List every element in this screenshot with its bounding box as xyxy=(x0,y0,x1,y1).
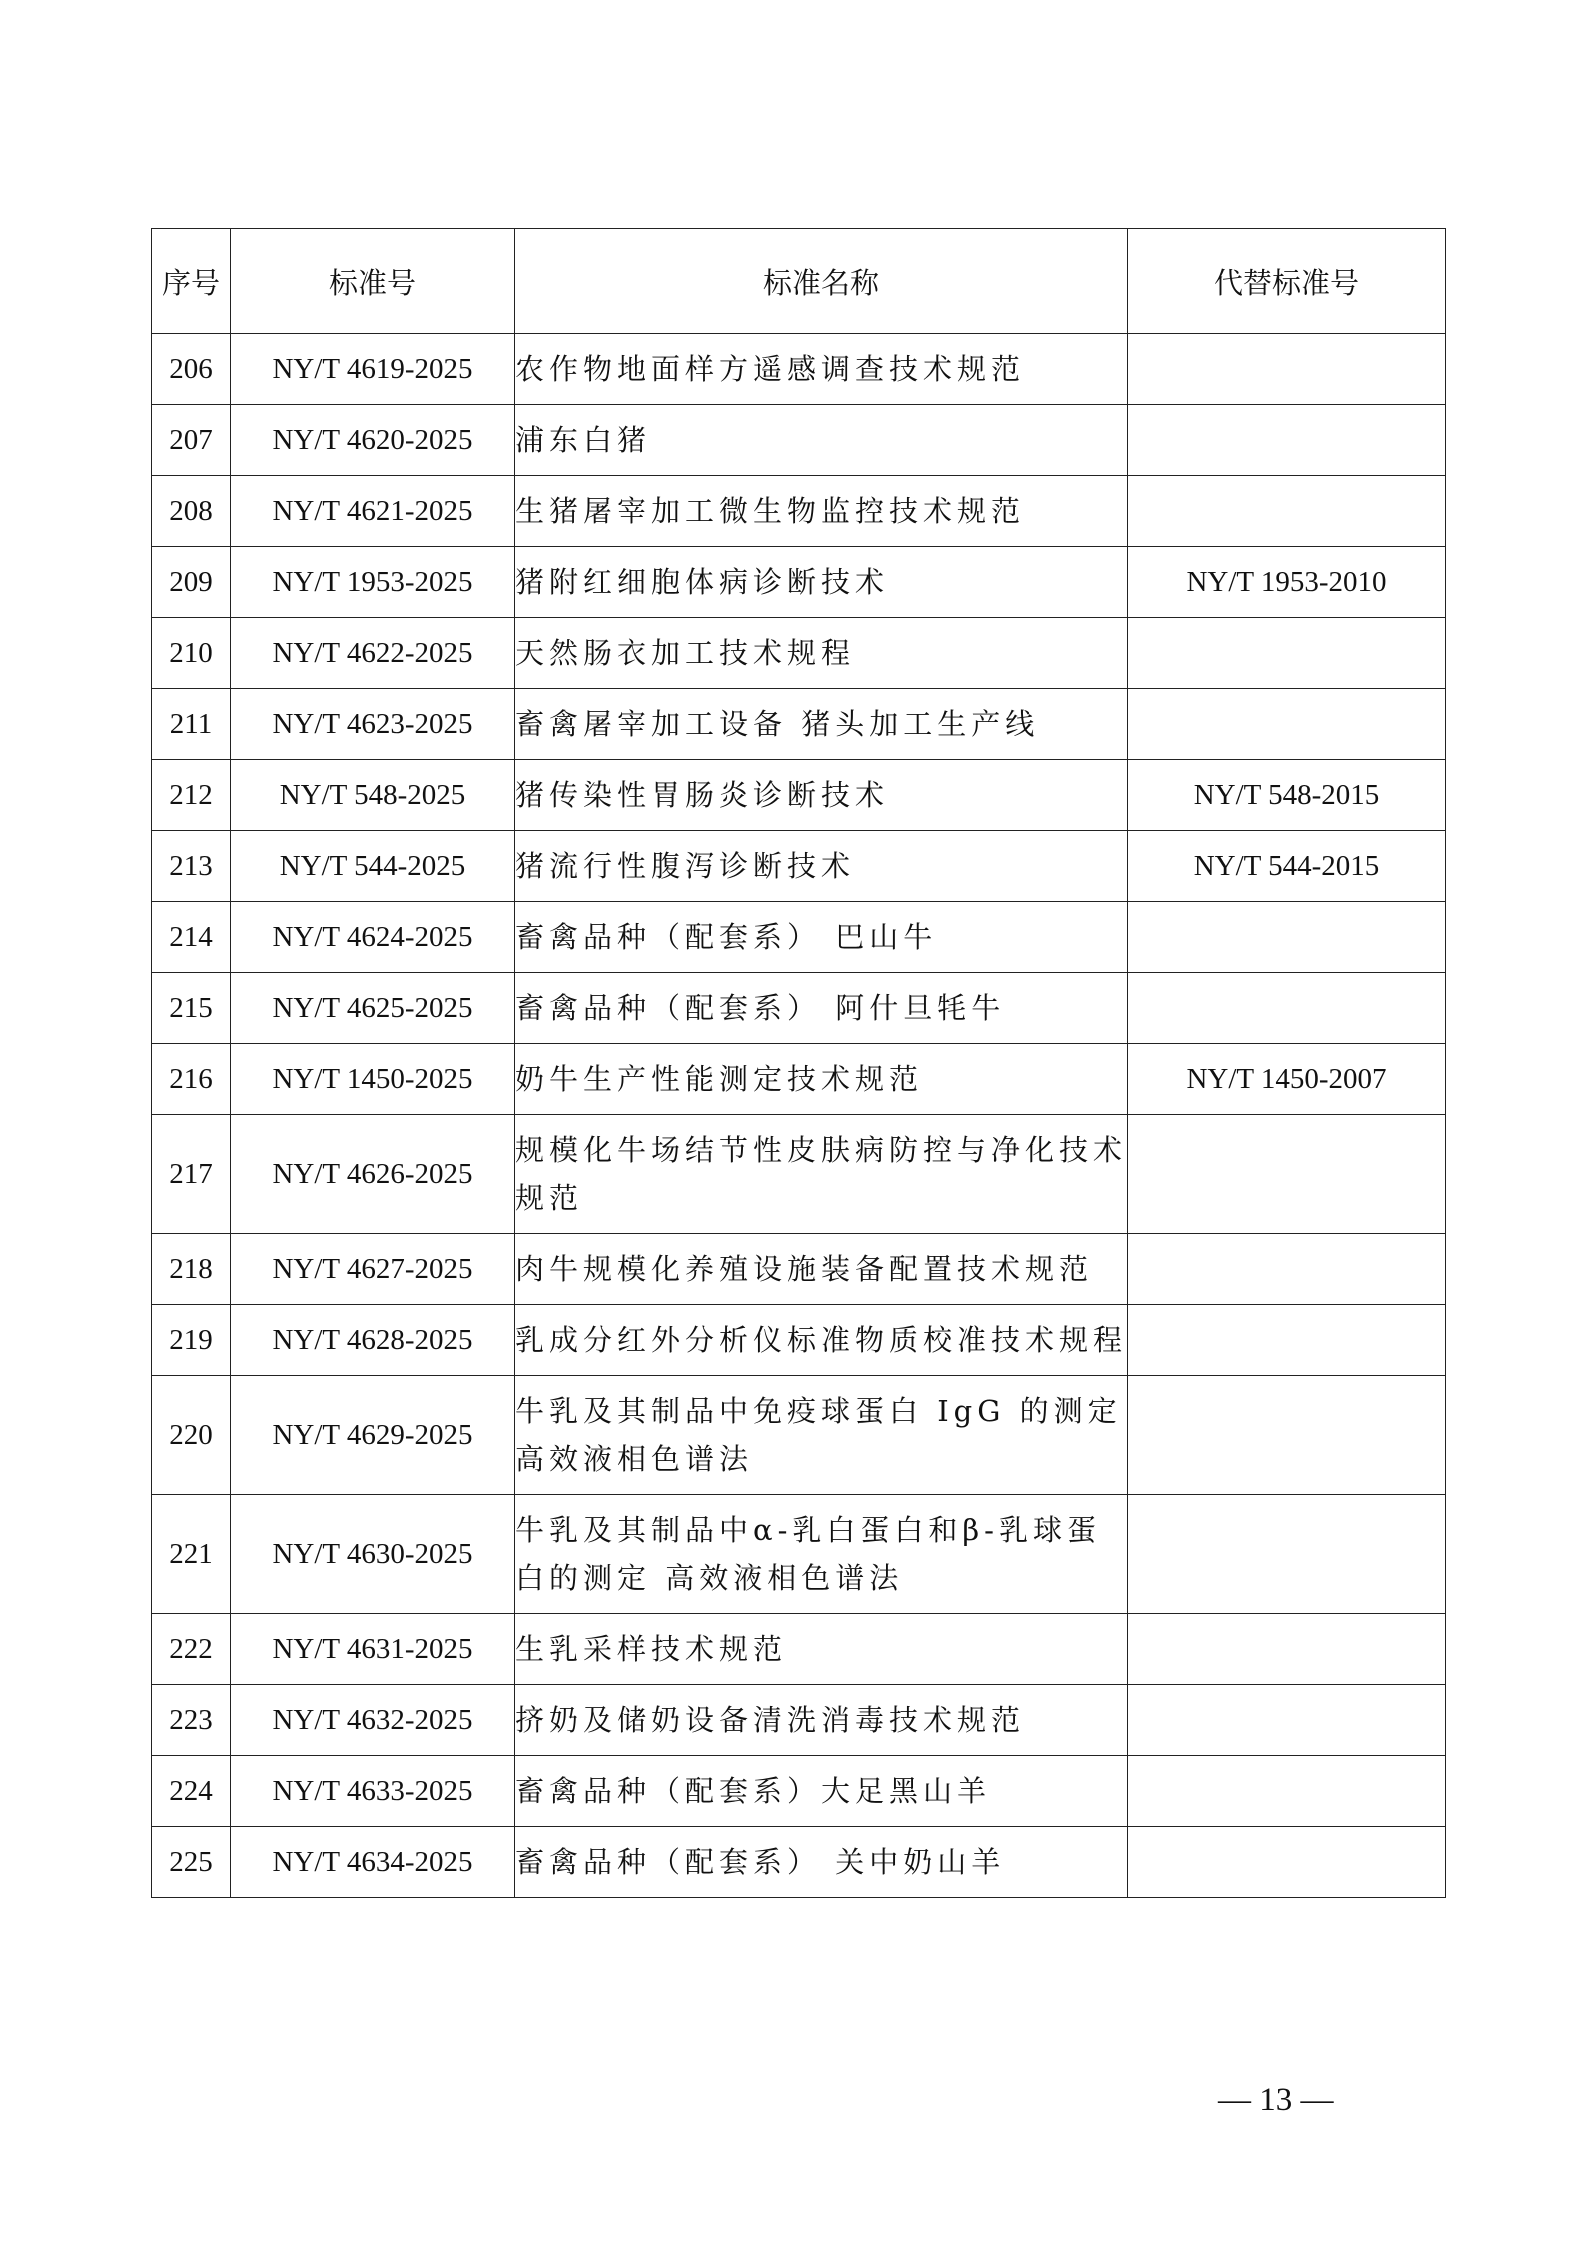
standards-table xyxy=(151,228,1446,1898)
table-row xyxy=(152,1234,1446,1305)
table-row xyxy=(152,760,1446,831)
row-replaced-standard: NY/T 544-2015 xyxy=(1128,831,1446,902)
row-replaced-standard xyxy=(1128,1495,1446,1614)
row-replaced-standard: NY/T 1953-2010 xyxy=(1128,547,1446,618)
row-standard-name: 畜禽屠宰加工设备 猪头加工生产线 xyxy=(515,689,1128,760)
row-replaced-standard xyxy=(1128,1234,1446,1305)
row-seq: 225 xyxy=(152,1827,231,1898)
row-standard-code: NY/T 4628-2025 xyxy=(231,1305,515,1376)
table-row xyxy=(152,1044,1446,1115)
row-standard-name: 畜禽品种（配套系）大足黑山羊 xyxy=(515,1756,1128,1827)
table-row xyxy=(152,831,1446,902)
row-standard-code: NY/T 1953-2025 xyxy=(231,547,515,618)
row-standard-code: NY/T 4620-2025 xyxy=(231,405,515,476)
row-replaced-standard xyxy=(1128,476,1446,547)
table-row xyxy=(152,476,1446,547)
header-standard-name: 标准名称 xyxy=(515,229,1128,334)
row-standard-code: NY/T 1450-2025 xyxy=(231,1044,515,1115)
row-replaced-standard: NY/T 1450-2007 xyxy=(1128,1044,1446,1115)
table-row xyxy=(152,973,1446,1044)
row-seq: 215 xyxy=(152,973,231,1044)
row-seq: 206 xyxy=(152,334,231,405)
row-seq: 220 xyxy=(152,1376,231,1495)
row-standard-name: 生猪屠宰加工微生物监控技术规范 xyxy=(515,476,1128,547)
row-seq: 214 xyxy=(152,902,231,973)
header-replaced-standard: 代替标准号 xyxy=(1128,229,1446,334)
table-header-row xyxy=(152,229,1446,334)
row-replaced-standard xyxy=(1128,1115,1446,1234)
row-seq: 223 xyxy=(152,1685,231,1756)
row-seq: 207 xyxy=(152,405,231,476)
table-row xyxy=(152,1827,1446,1898)
row-standard-code: NY/T 4629-2025 xyxy=(231,1376,515,1495)
row-standard-code: NY/T 4619-2025 xyxy=(231,334,515,405)
table-row xyxy=(152,1614,1446,1685)
row-seq: 216 xyxy=(152,1044,231,1115)
row-seq: 224 xyxy=(152,1756,231,1827)
row-standard-code: NY/T 4625-2025 xyxy=(231,973,515,1044)
row-standard-name: 牛乳及其制品中α-乳白蛋白和β-乳球蛋白的测定 高效液相色谱法 xyxy=(515,1495,1128,1614)
table-row xyxy=(152,618,1446,689)
row-replaced-standard xyxy=(1128,689,1446,760)
table-row xyxy=(152,1305,1446,1376)
row-standard-name: 天然肠衣加工技术规程 xyxy=(515,618,1128,689)
row-standard-name: 畜禽品种（配套系） 关中奶山羊 xyxy=(515,1827,1128,1898)
row-standard-name: 猪附红细胞体病诊断技术 xyxy=(515,547,1128,618)
row-replaced-standard xyxy=(1128,902,1446,973)
row-replaced-standard xyxy=(1128,405,1446,476)
table-row xyxy=(152,547,1446,618)
row-seq: 209 xyxy=(152,547,231,618)
row-standard-name: 猪流行性腹泻诊断技术 xyxy=(515,831,1128,902)
page-number: — 13 — xyxy=(1218,2082,1334,2118)
row-standard-name: 肉牛规模化养殖设施装备配置技术规范 xyxy=(515,1234,1128,1305)
table-row xyxy=(152,334,1446,405)
header-standard-code: 标准号 xyxy=(231,229,515,334)
row-seq: 208 xyxy=(152,476,231,547)
row-standard-code: NY/T 4624-2025 xyxy=(231,902,515,973)
row-standard-name: 奶牛生产性能测定技术规范 xyxy=(515,1044,1128,1115)
row-standard-code: NY/T 4623-2025 xyxy=(231,689,515,760)
row-standard-name: 乳成分红外分析仪标准物质校准技术规程 xyxy=(515,1305,1128,1376)
table-row xyxy=(152,1376,1446,1495)
row-replaced-standard xyxy=(1128,973,1446,1044)
header-seq: 序号 xyxy=(152,229,231,334)
table-row xyxy=(152,689,1446,760)
row-standard-name: 规模化牛场结节性皮肤病防控与净化技术规范 xyxy=(515,1115,1128,1234)
row-seq: 222 xyxy=(152,1614,231,1685)
row-replaced-standard xyxy=(1128,334,1446,405)
row-replaced-standard: NY/T 548-2015 xyxy=(1128,760,1446,831)
table-row xyxy=(152,1495,1446,1614)
row-standard-name: 牛乳及其制品中免疫球蛋白 IgG 的测定 高效液相色谱法 xyxy=(515,1376,1128,1495)
row-standard-name: 畜禽品种（配套系） 阿什旦牦牛 xyxy=(515,973,1128,1044)
row-replaced-standard xyxy=(1128,618,1446,689)
row-seq: 217 xyxy=(152,1115,231,1234)
table-row xyxy=(152,1115,1446,1234)
row-standard-name: 挤奶及储奶设备清洗消毒技术规范 xyxy=(515,1685,1128,1756)
table-row xyxy=(152,902,1446,973)
row-standard-name: 农作物地面样方遥感调查技术规范 xyxy=(515,334,1128,405)
row-standard-code: NY/T 4630-2025 xyxy=(231,1495,515,1614)
row-replaced-standard xyxy=(1128,1614,1446,1685)
row-standard-code: NY/T 4633-2025 xyxy=(231,1756,515,1827)
row-standard-name: 畜禽品种（配套系） 巴山牛 xyxy=(515,902,1128,973)
table-row xyxy=(152,405,1446,476)
row-replaced-standard xyxy=(1128,1305,1446,1376)
row-standard-name: 猪传染性胃肠炎诊断技术 xyxy=(515,760,1128,831)
row-seq: 221 xyxy=(152,1495,231,1614)
table-row xyxy=(152,1685,1446,1756)
row-standard-code: NY/T 4621-2025 xyxy=(231,476,515,547)
row-replaced-standard xyxy=(1128,1376,1446,1495)
row-seq: 212 xyxy=(152,760,231,831)
row-standard-name: 生乳采样技术规范 xyxy=(515,1614,1128,1685)
row-replaced-standard xyxy=(1128,1756,1446,1827)
row-seq: 211 xyxy=(152,689,231,760)
row-standard-code: NY/T 4622-2025 xyxy=(231,618,515,689)
row-standard-code: NY/T 4626-2025 xyxy=(231,1115,515,1234)
row-standard-code: NY/T 548-2025 xyxy=(231,760,515,831)
row-standard-code: NY/T 4631-2025 xyxy=(231,1614,515,1685)
row-seq: 218 xyxy=(152,1234,231,1305)
row-replaced-standard xyxy=(1128,1827,1446,1898)
row-seq: 210 xyxy=(152,618,231,689)
row-standard-code: NY/T 4627-2025 xyxy=(231,1234,515,1305)
row-standard-name: 浦东白猪 xyxy=(515,405,1128,476)
row-standard-code: NY/T 544-2025 xyxy=(231,831,515,902)
row-seq: 213 xyxy=(152,831,231,902)
row-replaced-standard xyxy=(1128,1685,1446,1756)
table-row xyxy=(152,1756,1446,1827)
row-standard-code: NY/T 4632-2025 xyxy=(231,1685,515,1756)
row-standard-code: NY/T 4634-2025 xyxy=(231,1827,515,1898)
standards-table-container xyxy=(151,228,1445,1898)
row-seq: 219 xyxy=(152,1305,231,1376)
